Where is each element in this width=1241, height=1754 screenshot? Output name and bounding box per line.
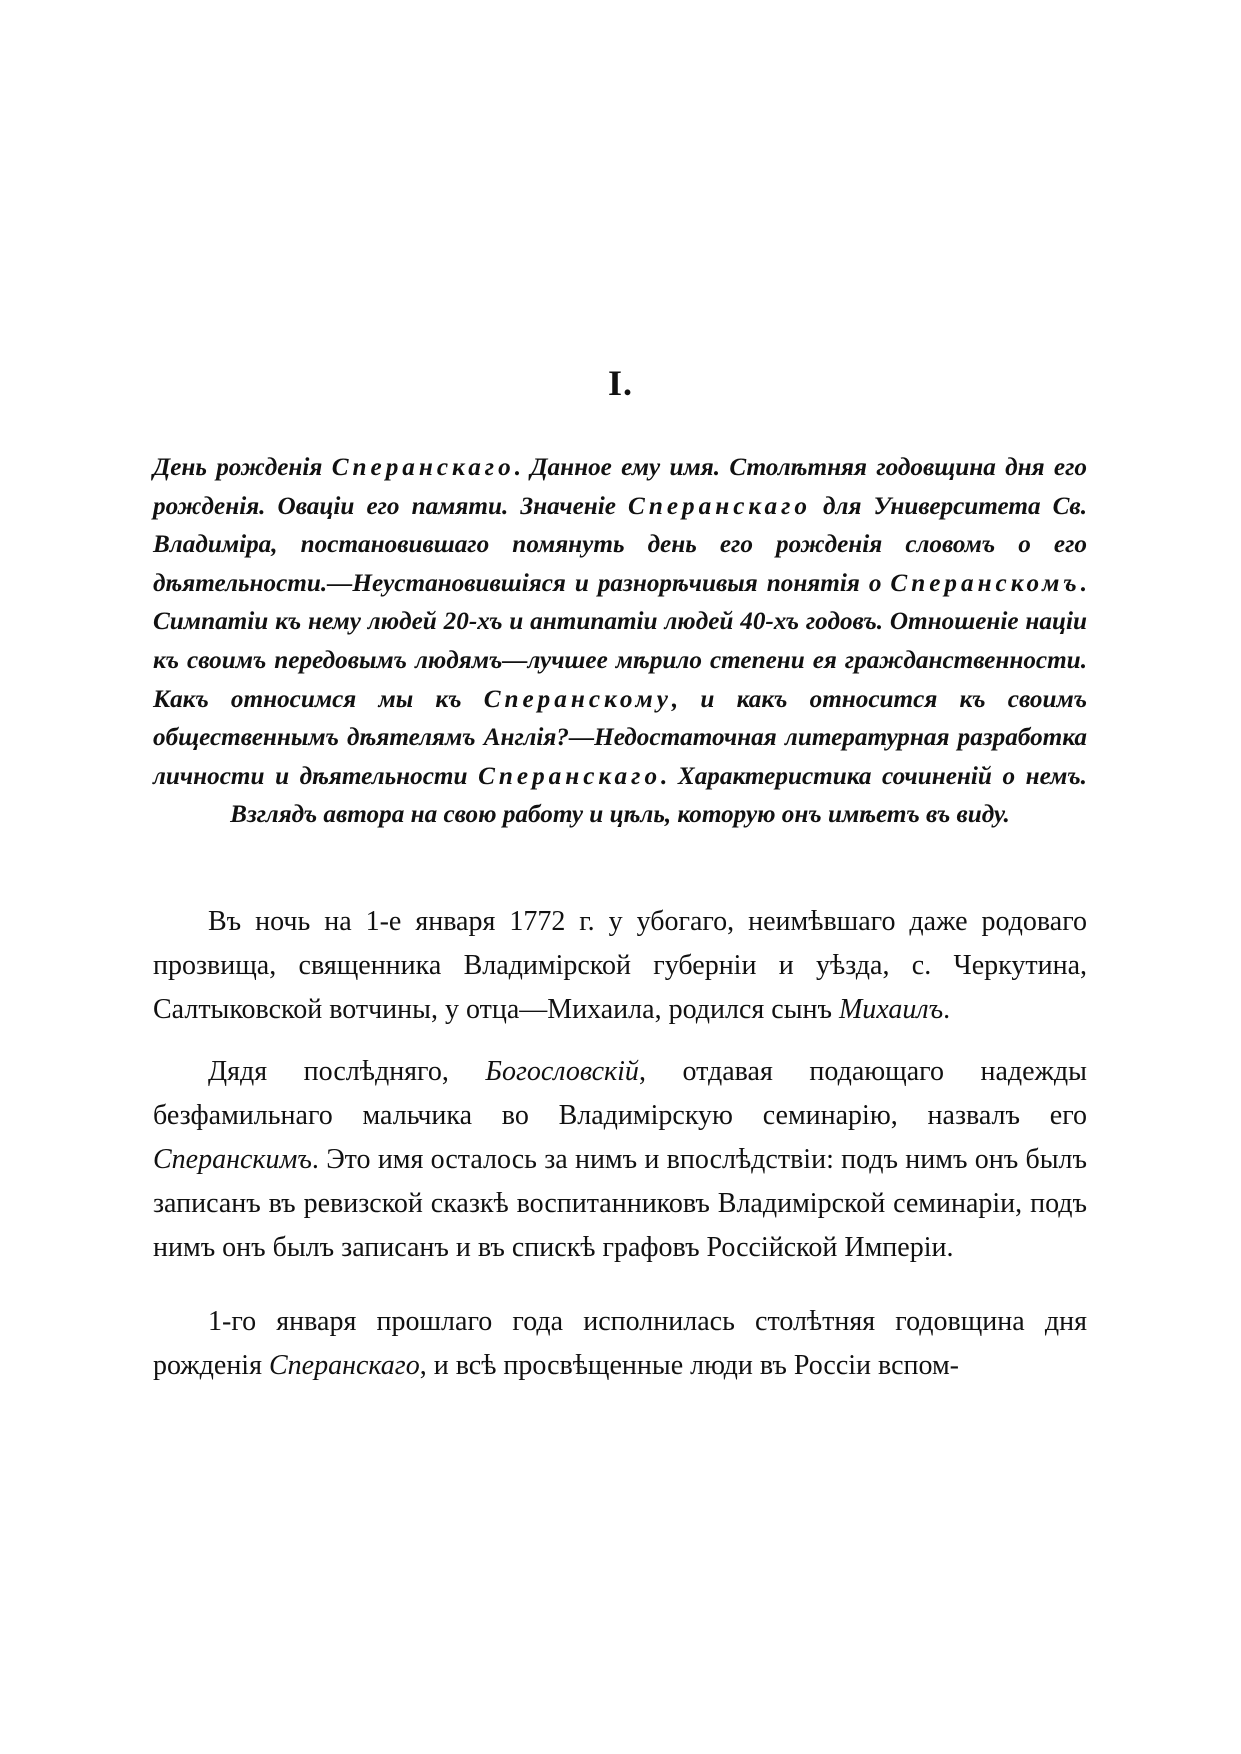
paragraph-name: Михаилъ bbox=[838, 994, 944, 1025]
paragraph-1-text bbox=[153, 900, 1087, 1032]
paragraph-text: . bbox=[943, 994, 951, 1025]
summary-name: Сперанскаго bbox=[478, 762, 662, 790]
summary-name: Сперанскомъ bbox=[890, 569, 1081, 597]
paragraph-text: , и всѣ просвѣщенные люди въ Россіи вспом- bbox=[419, 1350, 959, 1381]
summary-name: Сперанскаго bbox=[628, 492, 811, 520]
paragraph-1 bbox=[153, 900, 1087, 1032]
summary-text: . Данное ему имя. Столѣтняя годовщина дня его рожденія. Оваціи его памяти. Значеніе bbox=[153, 454, 1087, 520]
paragraph-text: 1-го января прошлаго года исполнилась столѣтняя годовщина дня рожденія bbox=[153, 1306, 1087, 1381]
paragraph-text: Дядя послѣдняго, bbox=[208, 1056, 486, 1087]
paragraph-2 bbox=[153, 1050, 1087, 1270]
summary-name: Сперанскому bbox=[483, 685, 672, 713]
summary-name: Сперанскаго bbox=[331, 454, 515, 481]
summary-text: День рожденія bbox=[153, 454, 332, 481]
summary-text: . Симпатіи къ нему людей 20-хъ и антипатіи людей 40-хъ годовъ. Отношеніе націи къ своимъ передовымъ людямъ—лучшее мѣрило степени ея гражданственности. Какъ относимся мы къ bbox=[153, 569, 1087, 713]
chapter-number: I. bbox=[607, 363, 633, 403]
paragraph-3-text bbox=[153, 1300, 1087, 1388]
paragraph-text: , отдавая подающаго надежды безфамильнаго мальчика во Владимірскую семинарію, назвалъ его bbox=[153, 1056, 1087, 1131]
paragraph-text: Въ ночь на 1-е января 1772 г. у убогаго, неимѣвшаго даже родоваго прозвища, священника Владимірской губерніи и уѣзда, с. Черкутина, Салтыковской вотчины, у отца—Михаила, родился сынъ bbox=[153, 906, 1087, 1025]
paragraph-text: . Это имя осталось за нимъ и впослѣдствіи: подъ нимъ онъ былъ записанъ въ ревизской сказкѣ воспитанниковъ Владимірской семинаріи, подъ нимъ онъ былъ записанъ и въ спискѣ графовъ Россійской Имперіи. bbox=[153, 1144, 1087, 1263]
paragraph-name: Сперанскаго bbox=[268, 1350, 420, 1381]
paragraph-name: Сперанскимъ bbox=[153, 1144, 312, 1175]
summary-text: , и какъ относится къ своимъ общественнымъ дѣятелямъ Англія?—Недостаточная литературная разработка личности и дѣятельности bbox=[153, 685, 1087, 790]
summary-text: для Университета Св. Владиміра, постановившаго помянуть день его рожденія словомъ о его дѣятельности.—Неустановившіяся и разнорѣчивыя понятія о bbox=[153, 492, 1087, 597]
paragraph-3 bbox=[153, 1300, 1087, 1388]
chapter-summary bbox=[153, 449, 1087, 835]
summary-text: . Характеристика сочиненій о немъ. Взглядъ автора на свою работу и цѣль, которую онъ имѣетъ въ виду. bbox=[230, 762, 1087, 829]
paragraph-2-text bbox=[153, 1050, 1087, 1270]
paragraph-name: Богословскій bbox=[485, 1056, 639, 1087]
